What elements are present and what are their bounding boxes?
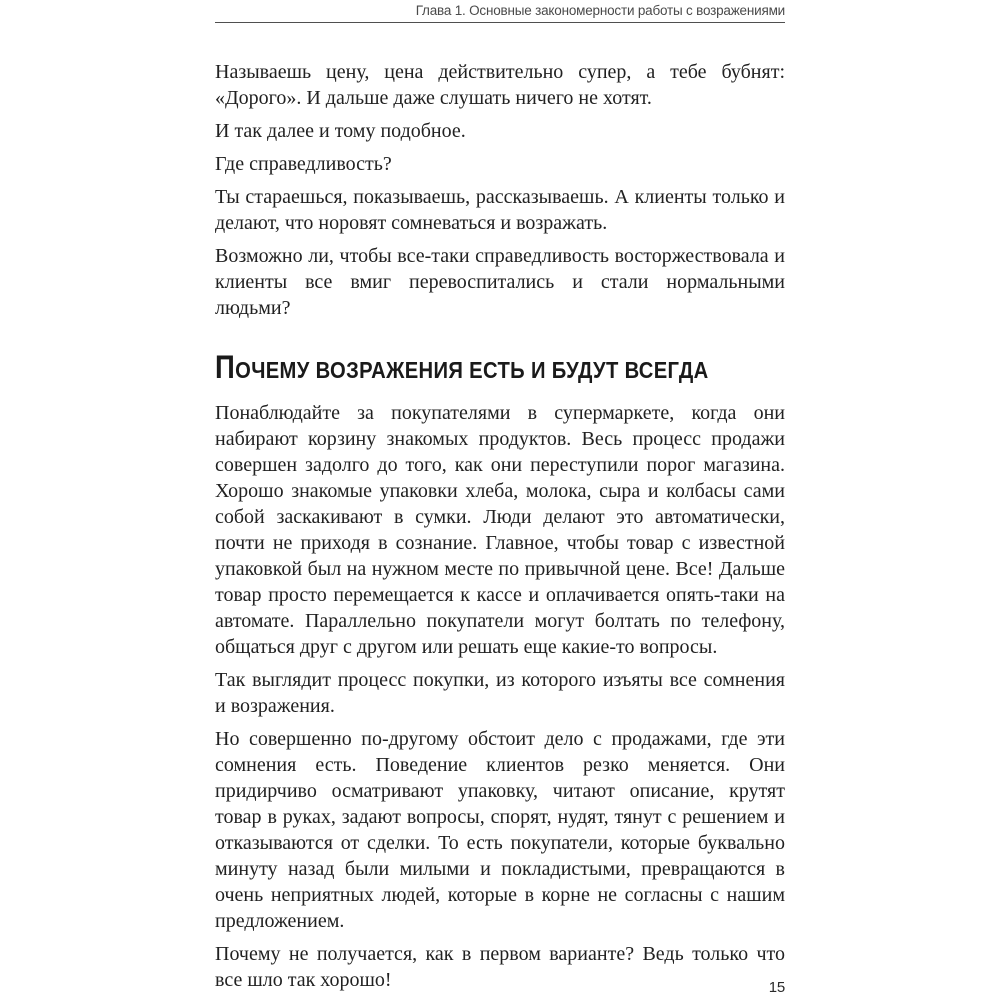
section-heading: ПОЧЕМУ ВОЗРАЖЕНИЯ ЕСТЬ И БУДУТ ВСЕГДА (215, 349, 709, 385)
text-column (215, 0, 785, 1000)
intro-paragraph: Возможно ли, чтобы все-таки справедливость восторжествовала и клиенты все вмиг перевоспитались и стали нормальными людьми? (215, 245, 785, 319)
page-number: 15 (768, 979, 785, 996)
body-paragraph: Но совершенно по-другому обстоит дело с продажами, где эти сомнения есть. Поведение клиентов резко меняется. Они придирчиво осматривают упаковку, читают описание, крутят товар в руках, задают вопросы, спорят, нудят, тянут с решением и отказываются от сделки. То есть покупатели, которые буквально минуту назад были милыми и покладистыми, превращаются в очень неприятных людей, которые в корне не согласны с нашим предложением. (215, 728, 785, 932)
intro-paragraph: И так далее и тому подобное. (215, 120, 466, 142)
body-paragraph: Почему не получается, как в первом варианте? Ведь только что все шло так хорошо! (215, 943, 785, 991)
intro-paragraph: Где справедливость? (215, 153, 392, 175)
running-head: Глава 1. Основные закономерности работы с возражениями (415, 3, 785, 18)
body-paragraph: Так выглядит процесс покупки, из которого изъяты все сомнения и возражения. (215, 669, 785, 717)
intro-paragraph: Ты стараешься, показываешь, рассказываешь. А клиенты только и делают, что норовят сомневаться и возражать. (215, 186, 785, 234)
page-body (215, 59, 785, 993)
intro-paragraph: Называешь цену, цена действительно супер, а тебе бубнят: «Дорого». И дальше даже слушать ничего не хотят. (215, 61, 785, 109)
body-paragraph: Понаблюдайте за покупателями в супермаркете, когда они набирают корзину знакомых продуктов. Весь процесс продажи совершен задолго до того, как они переступили порог магазина. Хорошо знакомые упаковки хлеба, молока, сыра и колбасы сами собой заскакивают в сумки. Люди делают это автоматически, почти не приходя в сознание. Главное, чтобы товар с известной упаковкой был на нужном месте по привычной цене. Все! Дальше товар просто перемещается к кассе и оплачивается опять-таки на автомате. Параллельно покупатели могут болтать по телефону, общаться друг с другом или решать еще какие-то вопросы. (215, 402, 785, 658)
header-rule (215, 22, 785, 23)
